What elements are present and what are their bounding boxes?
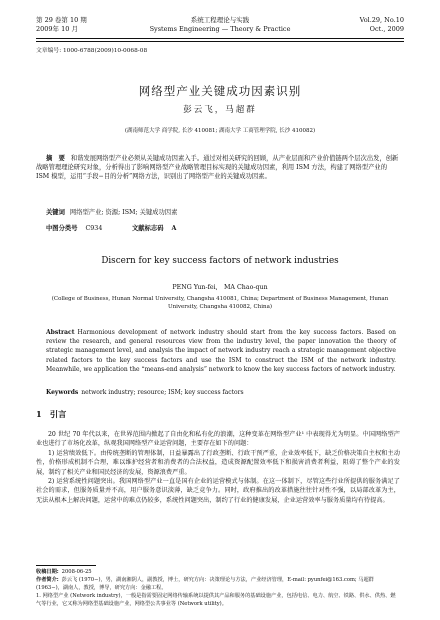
received-label: 收稿日期: (36, 569, 59, 575)
footnote-note: 1. 网络型产业 (Network industry)，一般是指需要固定网络传输系统以提供其产品和服务的基础设施产业，包括电信、电力、航空、铁路、供水、供热、燃气等行业，它又称为网络型基础设施产业，网络型公共事业等 (Network utility)。 (36, 593, 396, 607)
body-paragraph: 1) 运营绩效低下。由传统垄断的管理体制，日益暴露出了行政垄断、行政干预严重，企业效率低下，缺乏价格决策自主权和主动性，价格形成机制不合理，难以维护经营者和消费者的合法权益，造成资源配置效率低下和损害消费者利益，阻碍了整个产业的发展，制约了相关产业和国民经济的发展，资源浪费严重。 (36, 449, 400, 476)
journal-name (36, 16, 404, 33)
footnote-rule (36, 565, 96, 566)
body-text (36, 430, 400, 505)
keywords-cn-text: 网络型产业; 资源; ISM; 关键成功因素 (69, 209, 178, 216)
author-names: 彭云飞，马超群 (183, 105, 257, 115)
english-affiliation: (College of Business, Hunan Normal University, Changsha 410081, China; Department of Business Management, Hunan University, Changsha 410082, China) (51, 296, 389, 310)
article-number: 文章编号: 1000-6788(2009)10-0068-08 (36, 48, 148, 54)
keywords-cn-label: 关键词 (46, 209, 65, 216)
received-date (36, 568, 400, 576)
abstract-cn (36, 154, 400, 181)
footnotes (36, 568, 400, 608)
abstract-cn-label: 摘 要 (46, 155, 65, 162)
clc-label: 中图分类号 (46, 225, 78, 232)
document-code (132, 223, 184, 232)
date-en: Oct., 2009 (369, 24, 404, 33)
issue-volume: 第 29 卷第 10 期 (36, 16, 87, 24)
abstract-en (46, 328, 396, 374)
body-paragraph: 20 世纪 70 年代以来，在世界范围内掀起了自由化和私有化的浪潮，这种变革在网络型产业¹ 中表现得尤为明显。中国网络型产业也进行了市场化改革，纵观我国网络型产业运营问题，主要存在如下的问题： (36, 431, 400, 448)
journal-name-cn: 系统工程理论与实践 (190, 16, 250, 24)
keywords-en-label: Keywords (46, 389, 79, 396)
abstract-en-label: Abstract (46, 329, 75, 336)
keywords-en-text: network industry; resource; ISM; key success factors (81, 389, 244, 396)
volume-en: Vol.29, No.10 (359, 16, 404, 24)
abstract-cn-text: 和谐发展网络型产业必须从关键成功因素入手。通过对相关研究的回顾，从产业层面和产业价值链两个层次出发，创新战略管理理论研究对象，分析得出了影响网络型产业战略管理目标实现的关键成功因素，利用 ISM 方法，构建了网络型产业的 ISM 模型，运用“手段−目的分析”网络方法，识别出了网络型产业的关键成功因素。 (36, 155, 399, 180)
author-bio (36, 576, 400, 592)
keywords-cn (46, 207, 177, 216)
journal-volume-en (360, 16, 404, 33)
keywords-en (46, 389, 396, 396)
header-rule (36, 38, 404, 39)
author-bio-label: 作者简介: (36, 577, 59, 583)
doc-code-value: A (171, 225, 177, 232)
issue-date: 2009年 10 月 (36, 24, 78, 33)
paper-title: 网络型产业关键成功因素识别 (138, 84, 302, 98)
abstract-en-text: Harmonious development of network industry should start from the key success factors. Based on review the research, and general resources view from the industry level, the paper innovation the theory of strategic management level, and analysis the impact of network industry reach a strategic management objective related factors to the key success factors and use the ISM to construct the ISM of the network industry. Meanwhile, we application the “means-end analysis” network to know the key success factors of network industry. (46, 329, 396, 373)
english-authors: PENG Yun-fei, MA Chao-qun (172, 284, 268, 291)
clc-value: C934 (85, 225, 103, 232)
received-value: 2008-06-25 (61, 569, 92, 575)
author-bio-text: 彭云飞 (1970−)，男，湖南湘阴人，副教授，博士，研究方向：决策理论与方法，产业经济管理，E-mail: pyunfei@163.com; 马超群 (1963−)，湖南人，教授，博导，研究方向：金融工程。 (36, 577, 374, 591)
classification-line (46, 223, 386, 232)
body-paragraph: 2) 运营系统性问题突出。我国网络型产业一直是国有企业的运营模式与体制。在这一体制下，尽管这些行业所提供的服务满足了社会的需求，但服务质量并不高，用户服务意识淡薄，缺乏竞争力。同时，政府推出的改革措施往往针对性不强，以局部改革为主，无法从根本上解决问题，运营中的难点仍较多，系统性问题突出，制约了行业的健康发展，企业运营效率与服务质量均有待提高。 (36, 478, 400, 504)
doc-code-label: 文献标志码 (132, 225, 164, 232)
section-heading: 1 引言 (36, 409, 67, 419)
english-title: Discern for key success factors of network industries (101, 256, 339, 266)
author-affiliation: (湖南师范大学 商学院, 长沙 410081; 湖南大学 工商管理学院, 长沙 410082) (124, 128, 316, 134)
header-rule-thin (36, 41, 404, 42)
journal-name-en: Systems Engineering — Theory & Practice (149, 24, 291, 33)
